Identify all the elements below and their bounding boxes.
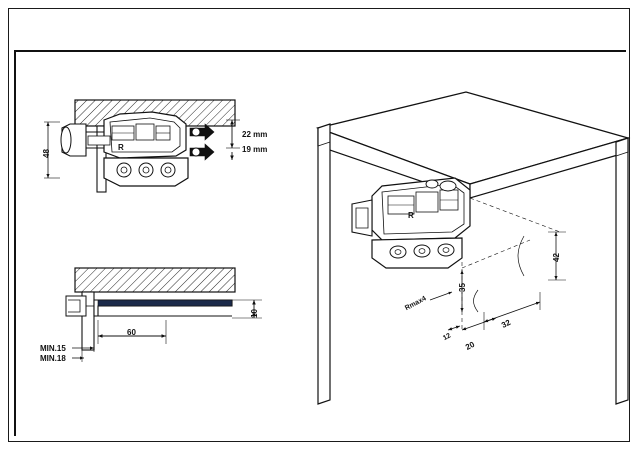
dim-35-label: 35 (458, 283, 467, 292)
dim-32-label: 32 (500, 317, 513, 330)
hinge-plate-letter-right: R (408, 211, 414, 220)
dim-22mm-label: 22 mm (242, 130, 268, 139)
top-left-section-view (44, 100, 240, 192)
right-isometric-view (318, 92, 628, 404)
dim-min18-label: MIN.18 (40, 354, 66, 363)
bottom-left-section-view (66, 268, 262, 362)
hinge-plate-letter-left: R (118, 143, 124, 152)
dim-42-label: 42 (552, 253, 561, 262)
dim-rmax4-label: Rmax4 (404, 295, 428, 313)
dim-min15-label: MIN.15 (40, 344, 66, 353)
dim-12-label: 12 (442, 332, 453, 343)
dim-48-label: 48 (42, 149, 51, 158)
dim-60-label: 60 (127, 328, 136, 337)
dim-10-label: 10 (250, 309, 259, 318)
dim-20-label: 20 (464, 339, 477, 352)
dim-19mm-label: 19 mm (242, 145, 268, 154)
